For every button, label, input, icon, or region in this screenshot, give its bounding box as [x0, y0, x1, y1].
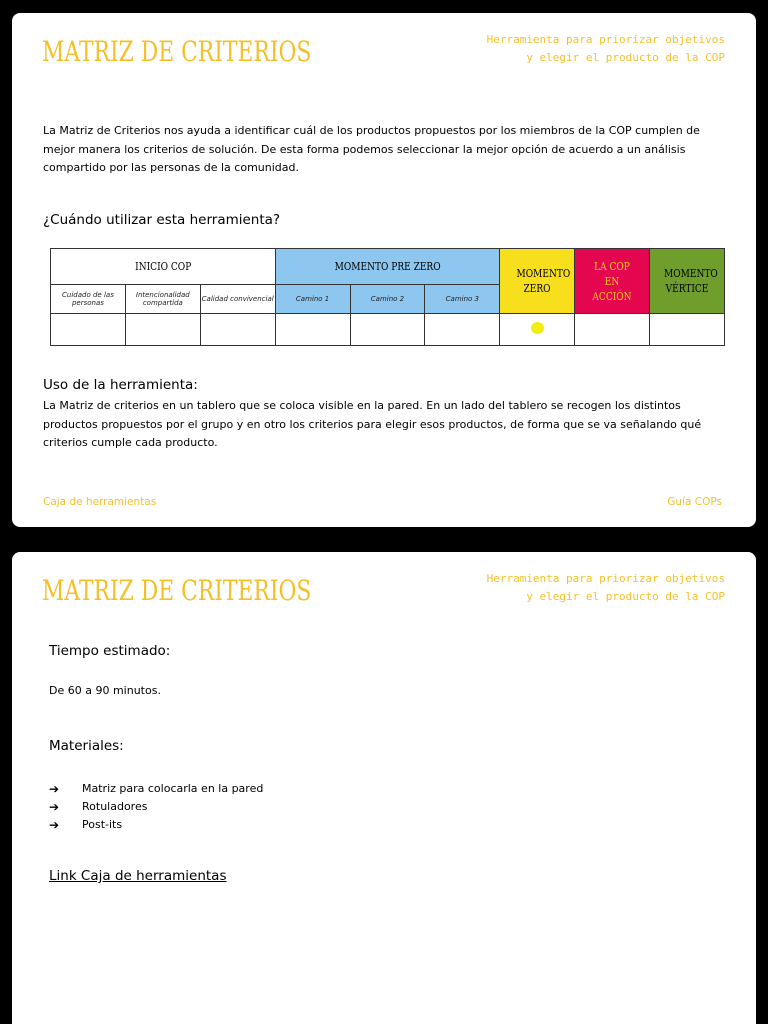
matrix-sub-calidad: Calidad convivencial	[200, 285, 275, 314]
criteria-matrix	[50, 248, 725, 345]
matrix-cell	[350, 314, 425, 346]
slide-1	[12, 13, 756, 527]
time-text: De 60 a 90 minutos.	[49, 684, 161, 697]
matrix-cell	[200, 314, 275, 346]
matrix-cell	[275, 314, 350, 346]
matrix-sub-intencionalidad: Intencionalidad compartida	[125, 285, 200, 314]
matrix-sub-camino-1: Camino 1	[275, 285, 350, 314]
matrix-header-inicio: INICIO COP	[51, 249, 276, 285]
yellow-dot	[531, 322, 544, 334]
arrow-icon: ➔	[49, 782, 60, 796]
materials-list	[49, 780, 263, 834]
matrix-header-zero: MOMENTO ZERO	[500, 249, 575, 314]
footer-right: Guía COPs	[667, 496, 722, 508]
arrow-icon: ➔	[49, 800, 60, 814]
list-item: ➔ Rotuladores	[49, 800, 148, 814]
matrix-header-pre-zero: MOMENTO PRE ZERO	[275, 249, 500, 285]
arrow-icon: ➔	[49, 818, 60, 832]
matrix-sub-camino-3: Camino 3	[425, 285, 500, 314]
matrix-cell-zero	[500, 314, 575, 346]
matrix-cell	[650, 314, 725, 346]
list-item: ➔ Matriz para colocarla en la pared	[49, 782, 264, 796]
intro-paragraph: La Matriz de Criterios nos ayuda a identificar cuál de los productos propuestos por los miembros de la COP cumplen de mejor manera los criterios de solución. De esta forma podemos seleccionar la mejor opción de acuerdo a un análisis compartido por las personas de la comunidad.	[43, 124, 700, 174]
matrix-cell	[425, 314, 500, 346]
matrix-header-accion: LA COP EN ACCIÓN	[575, 249, 650, 314]
toolbox-link[interactable]: Link Caja de herramientas	[49, 868, 227, 884]
page-title: MATRIZ DE CRITERIOS	[42, 35, 312, 68]
slide-2	[12, 552, 756, 1024]
list-item: ➔ Post-its	[49, 818, 123, 832]
matrix-cell	[575, 314, 650, 346]
matrix-sub-cuidado: Cuidado de las personas	[51, 285, 126, 314]
matrix-sub-camino-2: Camino 2	[350, 285, 425, 314]
page-subtitle: Herramienta para priorizar objetivos y elegir el producto de la COP	[486, 33, 725, 64]
matrix-header-vertice: MOMENTO VÉRTICE	[650, 249, 725, 314]
time-heading: Tiempo estimado:	[49, 643, 171, 659]
page-title: MATRIZ DE CRITERIOS	[42, 574, 312, 607]
matrix-cell	[51, 314, 126, 346]
materials-heading: Materiales:	[49, 738, 124, 754]
when-heading: ¿Cuándo utilizar esta herramienta?	[43, 212, 281, 228]
use-paragraph: La Matriz de criterios en un tablero que se coloca visible en la pared. En un lado del tablero se recogen los distintos productos propuestos por el grupo y en otro los criterios para elegir esos productos, de forma que se va señalando qué criterios cumple cada producto.	[43, 399, 702, 449]
use-heading: Uso de la herramienta:	[43, 377, 198, 393]
footer-left: Caja de herramientas	[43, 496, 157, 508]
matrix-cell	[125, 314, 200, 346]
page-subtitle: Herramienta para priorizar objetivos y elegir el producto de la COP	[486, 572, 725, 603]
